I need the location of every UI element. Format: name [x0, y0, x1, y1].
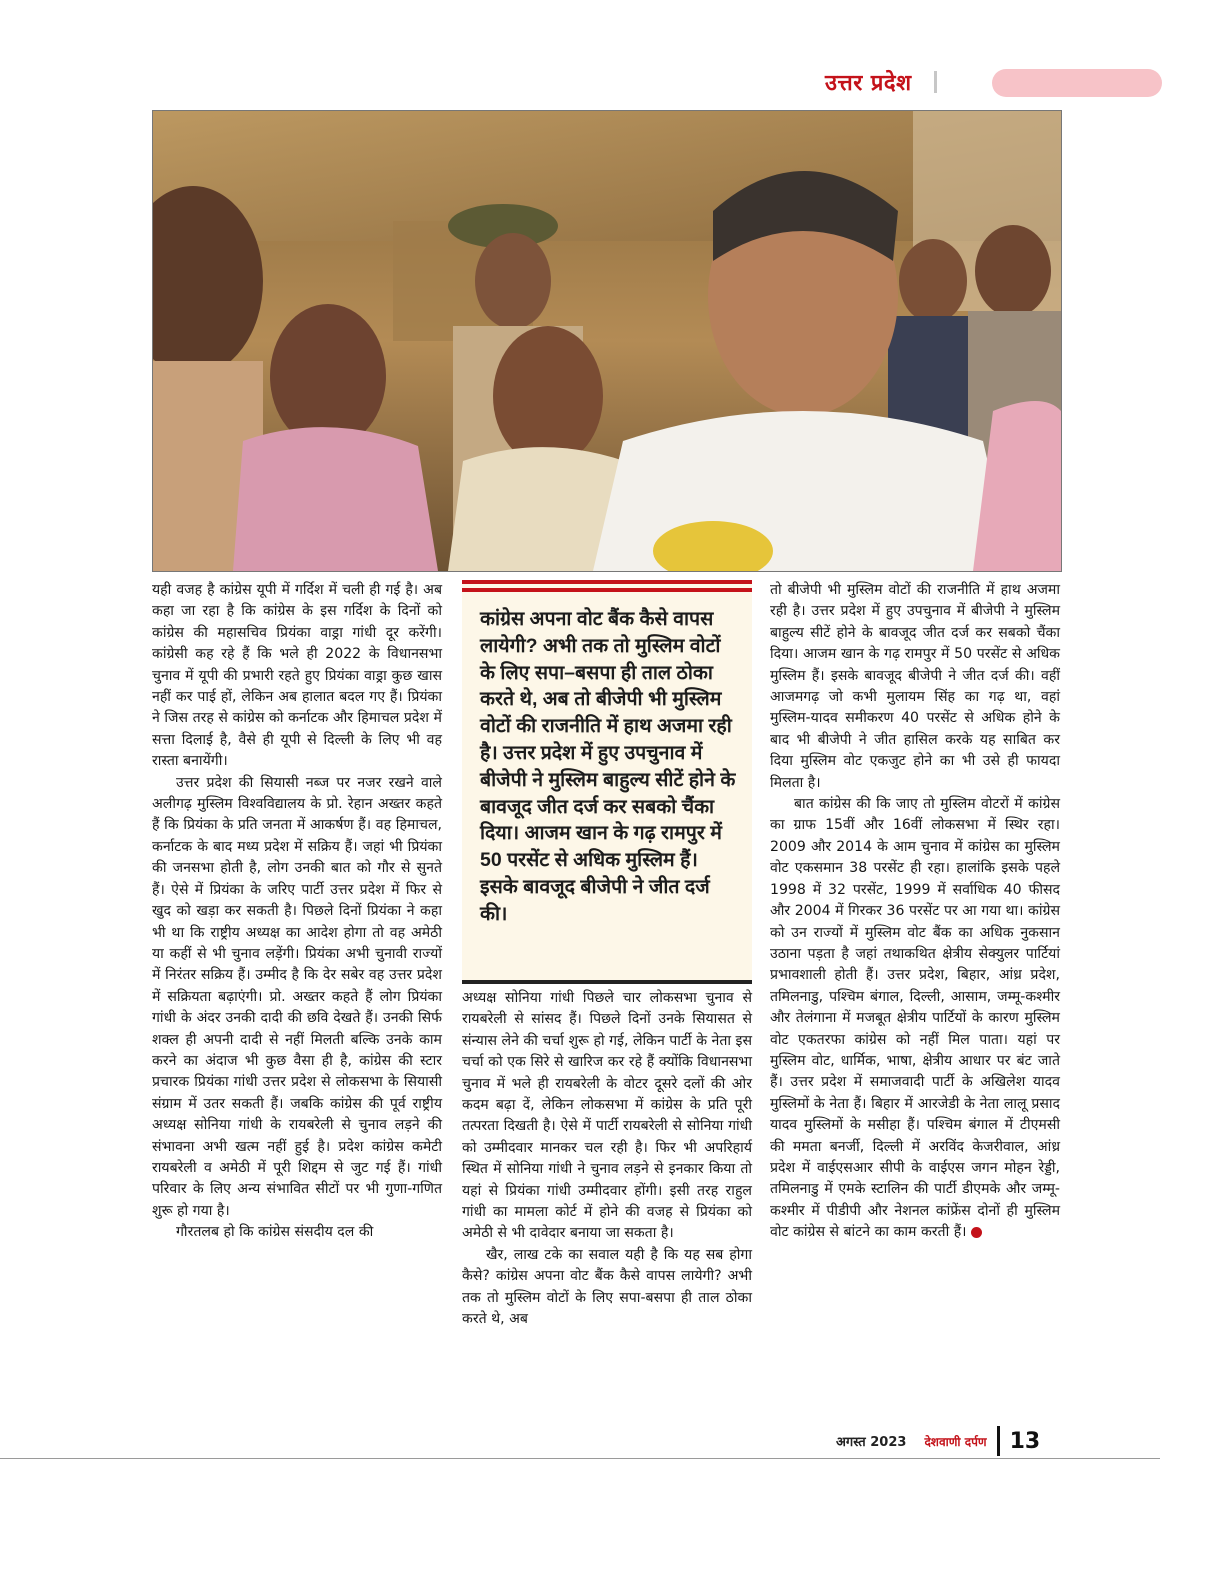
pull-quote-top-rule-2	[462, 588, 752, 592]
paragraph: खैर, लाख टके का सवाल यही है कि यह सब होगा कैसे? कांग्रेस अपना वोट बैंक कैसे वापस लायेगी? अभी तक तो मुस्लिम वोटों के लिए सपा-बसपा ही ताल ठोका करते थे, अब	[462, 1246, 752, 1328]
paragraph: यही वजह है कांग्रेस यूपी में गर्दिश में चली ही गई है। अब कहा जा रहा है कि कांग्रेस के इस गर्दिश के दिनों को कांग्रेस की महासचिव प्रियंका वाड्रा गांधी दूर करेंगी। कांग्रेसी कह रहे हैं कि भले ही 2022 के विधानसभा चुनाव में यूपी की प्रभारी रहते हुए प्रियंका वाड्रा कुछ खास नहीं कर पाई हों, लेकिन अब हालात बदल गए हैं। प्रियंका ने जिस तरह से कांग्रेस को कर्नाटक और हिमाचल प्रदेश में सत्ता दिलाई है, वैसे ही यूपी से दिल्ली के लिए भी वह रास्ता बनायेंगी।	[152, 582, 442, 770]
pull-quote-text: कांग्रेस अपना वोट बैंक कैसे वापस लायेगी? अभी तक तो मुस्लिम वोटों के लिए सपा–बसपा ही ताल ठोका करते थे, अब तो बीजेपी भी मुस्लिम वोटों की राजनीति में हाथ अजमा रही है। उत्तर प्रदेश में हुए उपचुनाव में बीजेपी ने मुस्लिम बाहुल्य सीटें होने के बावजूद जीत दर्ज कर सबको चैंका दिया। आजम खान के गढ़ रामपुर में 50 परसेंट से अधिक मुस्लिम हैं। इसके बावजूद बीजेपी ने जीत दर्ज की।	[480, 608, 736, 925]
section-pill-decoration	[992, 69, 1162, 97]
article-column-2	[462, 988, 752, 1440]
article-column-1	[152, 580, 442, 1440]
pull-quote-bottom-rule	[462, 980, 752, 984]
pull-quote-box	[462, 580, 752, 984]
paragraph: उत्तर प्रदेश की सियासी नब्ज पर नजर रखने वाले अलीगढ़ मुस्लिम विश्वविद्यालय के प्रो. रेहान अख्तर कहते हैं कि प्रियंका के प्रति जनता में आकर्षण हैं। वह हिमाचल, कर्नाटक के बाद मध्य प्रदेश में सक्रिय हैं। जहां भी प्रियंका की जनसभा होती है, लोग उनकी बात को गौर से सुनते हैं। ऐसे में प्रियंका के जरिए पार्टी उत्तर प्रदेश में फिर से खुद को खड़ा कर सकती है। पिछले दिनों प्रियंका ने कहा भी था कि राष्ट्रीय अध्यक्ष का आदेश होगा तो वह अमेठी या कहीं से भी चुनाव लड़ेंगी। प्रियंका अभी चुनावी राज्यों में निरंतर सक्रिय हैं। उम्मीद है कि देर सबेर वह उत्तर प्रदेश में सक्रियता बढ़ाएंगी। प्रो. अख्तर कहते हैं लोग प्रियंका गांधी के अंदर उनकी दादी की छवि देखते हैं। उनकी सिर्फ शक्ल ही अपनी दादी से नहीं मिलती बल्कि उनके काम करने का अंदाज भी कुछ वैसा ही है, कांग्रेस की स्टार प्रचारक प्रियंका गांधी उत्तर प्रदेश से लोकसभा के सियासी संग्राम में उतर सकती हैं। जबकि कांग्रेस की पूर्व राष्ट्रीय अध्यक्ष सोनिया गांधी के रायबरेली से चुनाव लड़ने की संभावना अभी खत्म नहीं हुई है। प्रदेश कांग्रेस कमेटी रायबरेली व अमेठी में पूरी शिद्दम से जुट गई हैं। गांधी परिवार के लिए अन्य संभावित सीटों पर भी गुणा-गणित शुरू हो गया है।	[152, 774, 442, 1219]
end-mark-dot-icon	[971, 1227, 982, 1238]
footer-magazine-logo: देशवाणी दर्पण	[924, 1434, 987, 1449]
lead-photo-illustration	[153, 111, 1061, 571]
paragraph: तो बीजेपी भी मुस्लिम वोटों की राजनीति में हाथ अजमा रही है। उत्तर प्रदेश में हुए उपचुनाव में बीजेपी ने मुस्लिम बाहुल्य सीटें होने के बावजूद जीत दर्ज कर सबको चैंका दिया। आजम खान के गढ़ रामपुर में 50 परसेंट से अधिक मुस्लिम हैं। इसके बावजूद बीजेपी ने जीत दर्ज की। वहीं आजमगढ़ जो कभी मुलायम सिंह का गढ़ था, वहां मुस्लिम-यादव समीकरण 40 परसेंट से अधिक होने के बाद भी बीजेपी ने जीत हासिल करके यह साबित कर दिया मुस्लिम वोट एकजुट होने का भी उसे ही फायदा मिलता है।	[770, 582, 1060, 791]
paragraph: गौरतलब हो कि कांग्रेस संसदीय दल की	[176, 1224, 374, 1241]
paragraph-last	[770, 794, 1060, 1244]
paragraph: अध्यक्ष सोनिया गांधी पिछले चार लोकसभा चुनाव से रायबरेली से सांसद हैं। पिछले दिनों उनके सियासत से संन्यास लेने की चर्चा शुरू हो गई, लेकिन पार्टी के नेता इस चर्चा को एक सिरे से खारिज कर रहे हैं क्योंकि विधानसभा चुनाव में भले ही रायबरेली के वोटर दूसरे दलों की ओर कदम बढ़ा दें, लेकिन लोकसभा में कांग्रेस के प्रति पूरी तत्परता दिखती है। ऐसे में पार्टी रायबरेली से सोनिया गांधी को उम्मीदवार मानकर चल रही है। फिर भी अपरिहार्य स्थित में सोनिया गांधी ने चुनाव लड़ने से इनकार किया तो यहां से प्रियंका गांधी उम्मीदवार होंगी। इसी तरह राहुल गांधी का मामला कोर्ट में होने की वजह से प्रियंका को अमेठी से भी दावेदार बनाया जा सकता है।	[462, 990, 752, 1242]
page-footer	[836, 1424, 1040, 1458]
section-title: उत्तर प्रदेश	[825, 71, 912, 96]
paragraph-text: बात कांग्रेस की कि जाए तो मुस्लिम वोटरों में कांग्रेस का ग्राफ 15वीं और 16वीं लोकसभा में स्थिर रहा। 2009 और 2014 के आम चुनाव में कांग्रेस का मुस्लिम वोट एकसमान 38 परसेंट ही रहा। हालांकि इसके पहले 1998 में 32 परसेंट, 1999 में सर्वाधिक 40 फीसद और 2004 में गिरकर 36 परसेंट पर आ गया था। कांग्रेस को उन राज्यों में मुस्लिम वोट बैंक का अधिक नुकसान उठाना पड़ता है जहां तथाकथित क्षेत्रीय सेक्युलर पार्टियां प्रभावशाली होती हैं। उत्तर प्रदेश, बिहार, आंध्र प्रदेश, तमिलनाडु, पश्चिम बंगाल, दिल्ली, आसाम, जम्मू-कश्मीर और तेलंगाना में मजबूत क्षेत्रीय पार्टियों के कारण मुस्लिम वोट एकतरफा कांग्रेस को नहीं मिल पाता। यहां पर मुस्लिम वोट, धार्मिक, भाषा, क्षेत्रीय आधार पर बंट जाते हैं। उत्तर प्रदेश में समाजवादी पार्टी के अखिलेश यादव मुस्लिमों के नेता हैं। बिहार में आरजेडी के नेता लालू प्रसाद यादव मुस्लिमों के मसीहा हैं। पश्चिम बंगाल में टीएमसी की ममता बनर्जी, दिल्ली में अरविंद केजरीवाल, आंध्र प्रदेश में वाईएसआर सीपी के वाईएस जगन मोहन रेड्डी, तमिलनाडु में एमके स्टालिन की पार्टी डीएमके और जम्मू-कश्मीर में पीडीपी और नेशनल कांफ्रेंस दोनों ही मुस्लिम वोट कांग्रेस से बांटने का काम करती हैं।	[770, 796, 1060, 1241]
footer-separator	[997, 1426, 1000, 1456]
pull-quote-top-rule	[462, 580, 752, 584]
page-number: 13	[1009, 1428, 1041, 1454]
section-header	[825, 66, 937, 98]
section-divider	[934, 71, 937, 93]
footer-issue-date: अगस्त 2023	[836, 1435, 907, 1450]
footer-rule	[0, 1458, 1160, 1459]
lead-photo	[152, 110, 1062, 572]
article-column-3	[770, 580, 1060, 1440]
